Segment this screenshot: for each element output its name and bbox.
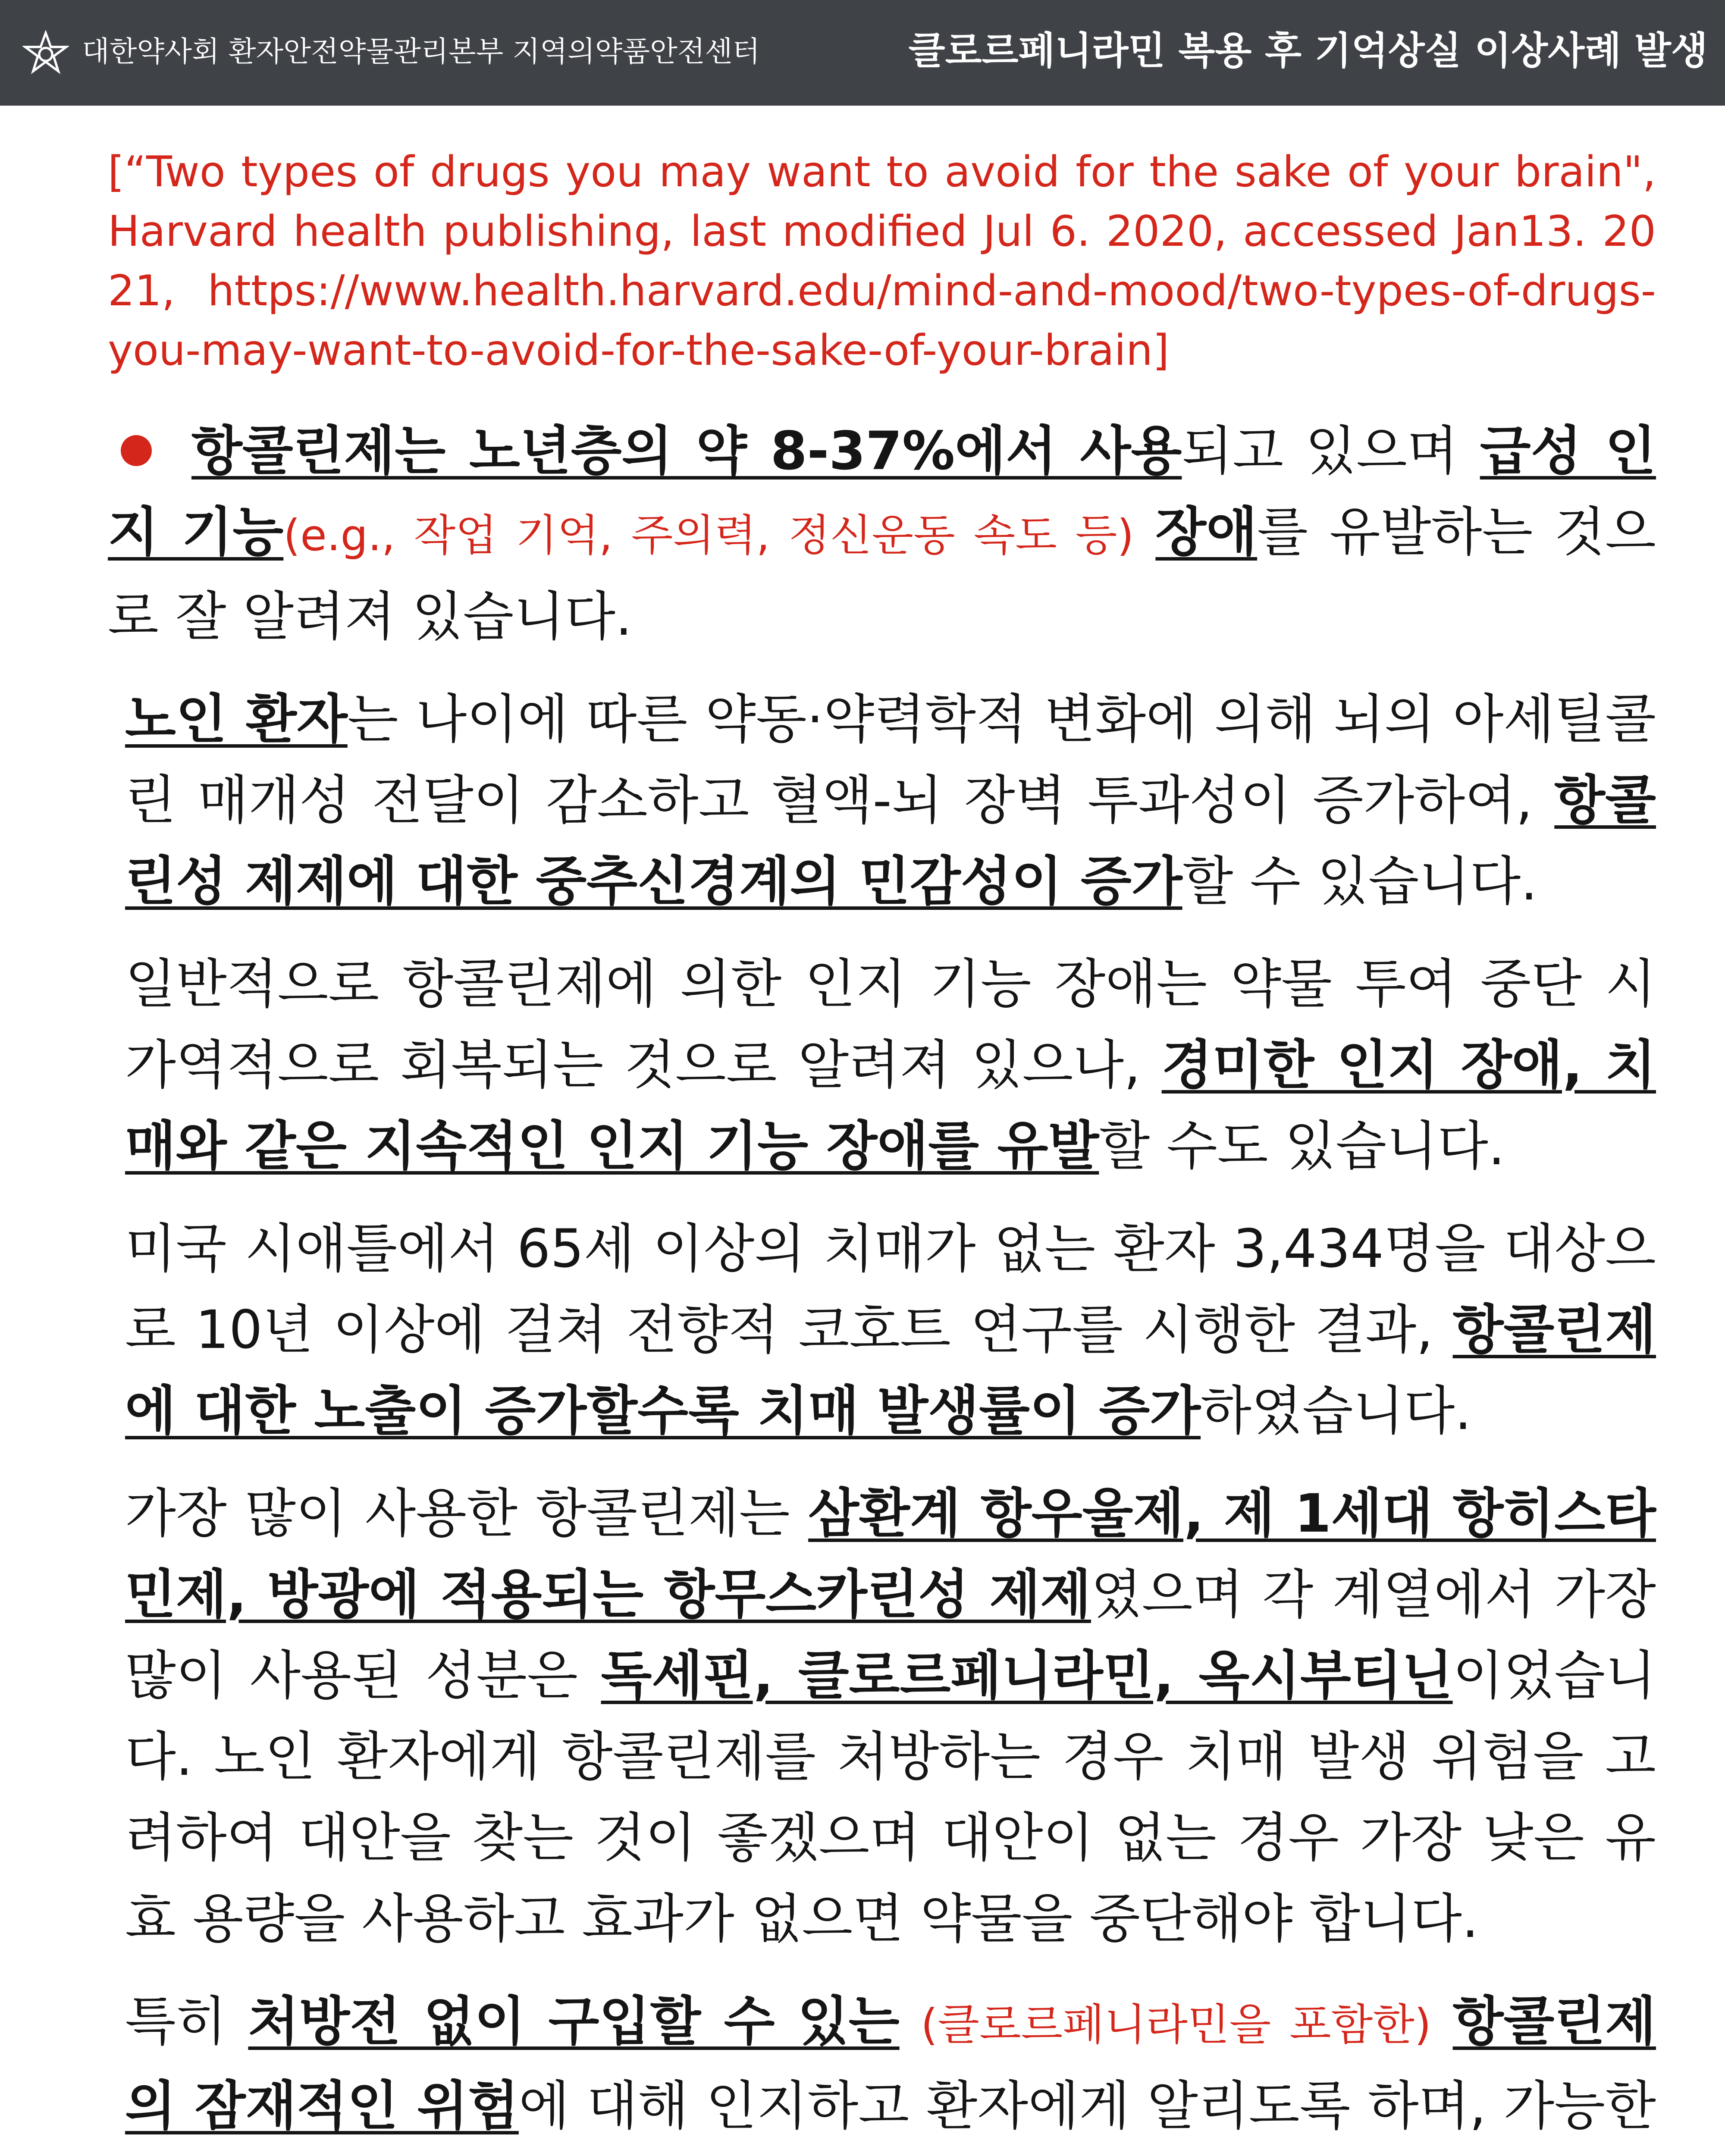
emphasis: 장애 bbox=[1155, 501, 1258, 563]
bullet-icon bbox=[121, 435, 152, 466]
paragraph-5: 가장 많이 사용한 항콜린제는 삼환계 항우울제, 제 1세대 항히스타민제, 방광에 적용되는 항무스카린성 제제였으며 각 계열에서 가장 많이 사용된 성분은 독세핀, 클로르페니라민, 옥시부티닌이었습니다. 노인 환자에게 항콜린제를 처방하는 경우 치매 발생 위험을 고려하여 대안을 찾는 것이 좋겠으며 대안이 없는 경우 가장 낮은 유효 용량을 사용하고 효과가 없으면 약물을 중단해야 합니다. bbox=[125, 1483, 1656, 1949]
paragraph-1: 항콜린제는 노년층의 약 8-37%에서 사용되고 있으며 급성 인지 기능(e.g., 작업 기억, 주의력, 정신운동 속도 등) 장애를 유발하는 것으로 잘 알려져 있습니다. bbox=[108, 420, 1656, 647]
emphasis: 경미한 인지 장애, 치매와 같은 지속적인 인지 기능 장애를 유발 bbox=[125, 1034, 1656, 1177]
emphasis: 노인 환자 bbox=[125, 689, 348, 750]
reference-harvard: [“Two types of drugs you may want to avoid for the sake of your brain", Harvard health publishing, last modified Jul 6. 2020, accessed Jan13. 2021, https://www.health.harvard.edu/mind-and-mood/two-types-of-drugs-you-may-want-to-avoid-for-the-sake-of-your-brain] bbox=[108, 147, 1656, 375]
document-body bbox=[108, 142, 1656, 2156]
organization-name: 대한약사회 환자안전약물관리본부 지역의약품안전센터 bbox=[82, 35, 760, 68]
emphasis: 처방전 없이 구입할 수 있는 bbox=[248, 1991, 900, 2052]
paragraph-4: 미국 시애틀에서 65세 이상의 치매가 없는 환자 3,434명을 대상으로 10년 이상에 걸쳐 전향적 코호트 연구를 시행한 결과, 항콜린제에 대한 노출이 증가할수록 치매 발생률이 증가하였습니다. bbox=[125, 1218, 1656, 1442]
emphasis: 독세핀, 클로르페니라민, 옥시부티닌 bbox=[601, 1645, 1453, 1706]
note: (클로르페니라민을 포함한) bbox=[921, 1999, 1431, 2050]
paragraph-2: 노인 환자는 나이에 따른 약동·약력학적 변화에 의해 뇌의 아세틸콜린 매개성 전달이 감소하고 혈액-뇌 장벽 투과성이 증가하여, 항콜린성 제제에 대한 중추신경계의 민감성이 증가할 수 있습니다. bbox=[125, 689, 1656, 912]
paragraph-3: 일반적으로 항콜린제에 의한 인지 기능 장애는 약물 투여 중단 시 가역적으로 회복되는 것으로 알려져 있으나, 경미한 인지 장애, 치매와 같은 지속적인 인지 기능 장애를 유발할 수도 있습니다. bbox=[125, 953, 1656, 1177]
example-note: (e.g., 작업 기억, 주의력, 정신운동 속도 등) bbox=[283, 510, 1134, 561]
emphasis: 급성 인지 기능 bbox=[108, 420, 1656, 563]
header-bar bbox=[0, 0, 1725, 106]
emphasis: 항콜린제의 잠재적인 위험 bbox=[125, 1991, 1656, 2137]
emphasis: 삼환계 항우울제, 제 1세대 항히스타민제, 방광에 적용되는 항무스카린성 제제 bbox=[125, 1483, 1656, 1625]
star-seal-icon bbox=[22, 30, 69, 77]
page-title: 클로르페니라민 복용 후 기억상실 이상사례 발생 bbox=[908, 28, 1708, 73]
emphasis: 항콜린성 제제에 대한 중추신경계의 민감성이 증가 bbox=[125, 770, 1656, 912]
emphasis: 항콜린제에 대한 노출이 증가할수록 치매 발생률이 증가 bbox=[125, 1299, 1656, 1442]
paragraph-6: 특히 처방전 없이 구입할 수 있는 (클로르페니라민을 포함한) 항콜린제의 잠재적인 위험에 대해 인지하고 환자에게 알리도록 하며, 가능한 bbox=[125, 1991, 1656, 2137]
emphasis: 항콜린제는 노년층의 약 8-37%에서 사용 bbox=[191, 420, 1182, 482]
